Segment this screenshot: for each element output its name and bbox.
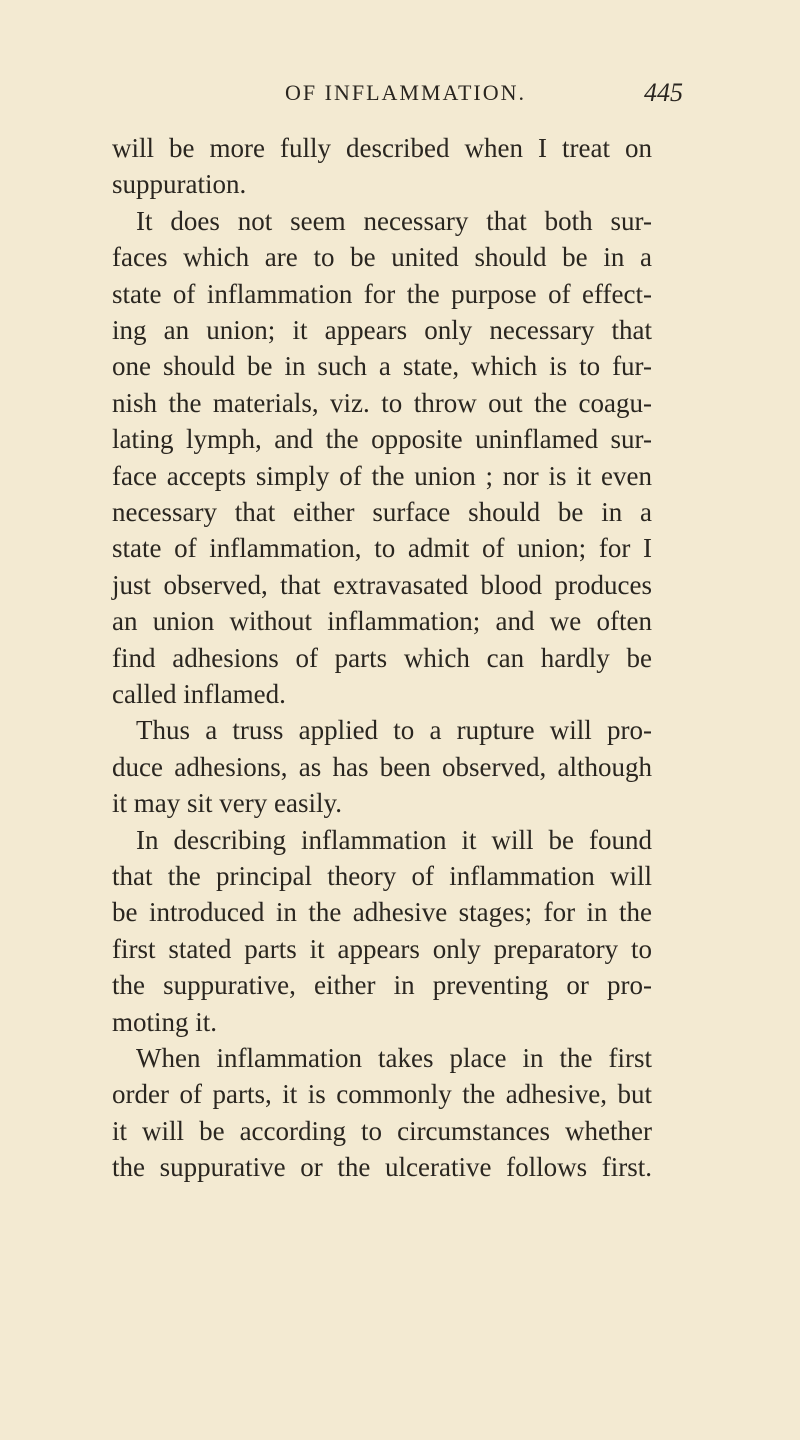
text-line: one should be in such a state, which is to fur- — [112, 351, 652, 381]
text-line: will be more fully described when I treat on — [112, 133, 652, 163]
text-line: ing an union; it appears only necessary that — [112, 315, 652, 345]
text-line: be introduced in the adhesive stages; for in the — [112, 897, 652, 927]
text-line: find adhesions of parts which can hardly be — [112, 643, 652, 673]
text-line: called inflamed. — [112, 679, 286, 709]
text-line: first stated parts it appears only preparatory to — [112, 934, 652, 964]
text-line: faces which are to be united should be in a — [112, 242, 652, 272]
text-line: moting it. — [112, 1007, 218, 1037]
text-line: suppuration. — [112, 169, 247, 199]
text-line: order of parts, it is commonly the adhesive, but — [112, 1079, 652, 1109]
text-line: lating lymph, and the opposite uninflamed sur- — [112, 424, 652, 454]
text-line: face accepts simply of the union ; nor is it even — [112, 461, 652, 491]
text-line: In describing inflammation it will be found — [136, 825, 652, 855]
text-line: nish the materials, viz. to throw out the coagu- — [112, 388, 652, 418]
text-line: just observed, that extravasated blood produces — [112, 570, 652, 600]
text-line: it may sit very easily. — [112, 788, 342, 818]
text-line: it will be according to circumstances whether — [112, 1116, 652, 1146]
text-line: necessary that either surface should be in a — [112, 497, 652, 527]
text-line: an union without inflammation; and we often — [112, 606, 652, 636]
text-line: state of inflammation for the purpose of effect- — [112, 279, 652, 309]
text-line: that the principal theory of inflammation will — [112, 861, 652, 891]
text-line: Thus a truss applied to a rupture will pro- — [136, 715, 652, 745]
text-line: the suppurative or the ulcerative follows first. — [112, 1152, 652, 1182]
running-title: OF INFLAMMATION. — [285, 80, 527, 105]
page-number: 445 — [644, 78, 683, 107]
text-line: state of inflammation, to admit of union; for I — [112, 533, 652, 563]
text-line: When inflammation takes place in the first — [136, 1043, 652, 1073]
text-line: It does not seem necessary that both sur- — [136, 206, 652, 236]
text-line: duce adhesions, as has been observed, although — [112, 752, 652, 782]
running-head — [0, 78, 800, 118]
text-line: the suppurative, either in preventing or pro- — [112, 970, 652, 1000]
